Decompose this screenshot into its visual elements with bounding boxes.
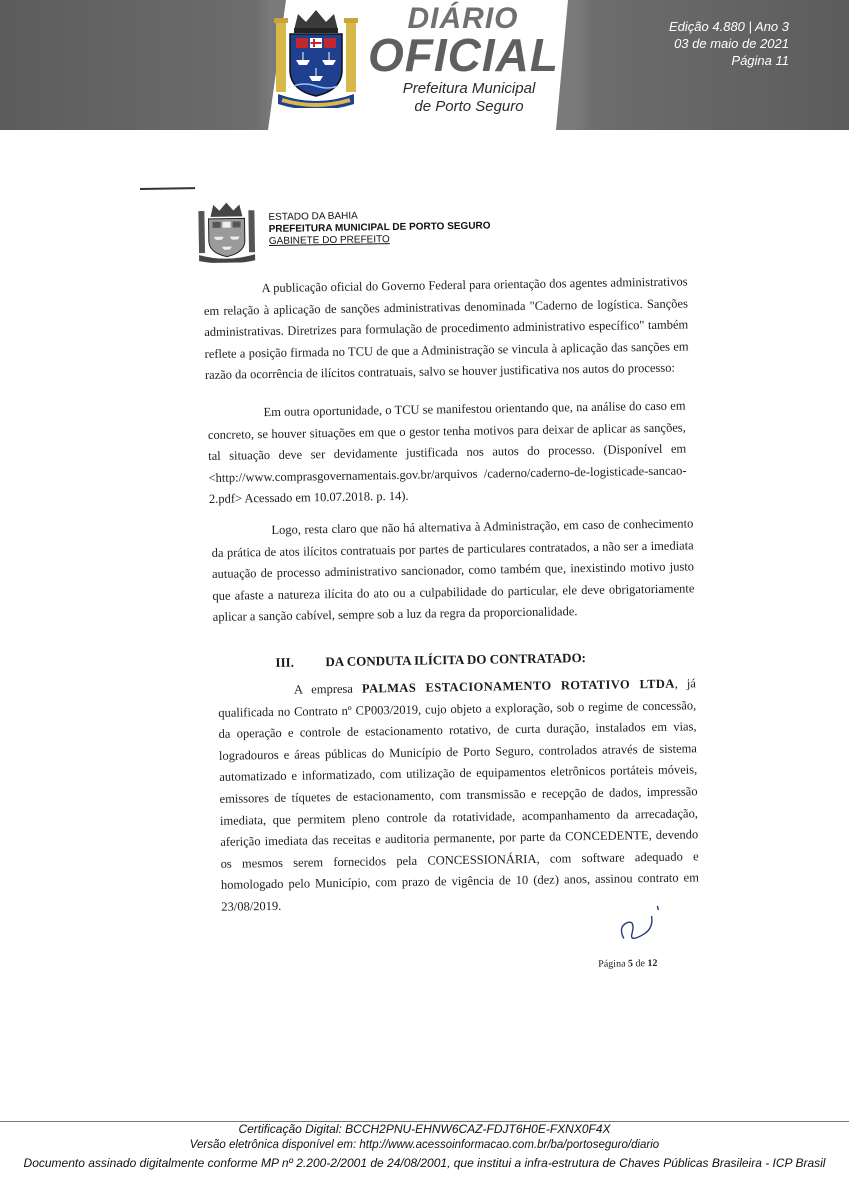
section-title: DA CONDUTA ILÍCITA DO CONTRATADO: [325, 650, 587, 670]
section-number: III. [275, 654, 295, 670]
edition-page: Página 11 [731, 53, 789, 68]
masthead-municipality [384, 80, 554, 116]
header-band [0, 0, 849, 130]
company-name: PALMAS ESTACIONAMENTO ROTATIVO LTDA [361, 676, 675, 696]
scanned-document-page [140, 179, 712, 988]
quote-tcu: Em outra oportunidade, o TCU se manifestou orientando que, na análise do caso em concreto, se houver situações em que o gestor tenha motivos para deixar de aplicar as sanções, tal situação deve ser devidamente justificada nos autos do processo. (Disponível em <http://www.comprasgovernamentais.gov.br/arquivos /caderno/caderno-de-logisticade-sancao-2.pdf> Acessado em 10.07.2018. p. 14). [207, 398, 687, 507]
paragraph-conclusion: Logo, resta claro que não há alternativa à Administração, em caso de conhecimento da prática de atos ilícitos contratuais por partes de particulares contratados, a não ser a imediata autuação de processo administrativo sancionador, como também que, inexistindo motivo justo que afaste a natureza ilícita do ato ou a culpabilidade do particular, ele deve obrigatoriamente aplicar a sanção cabível, sempre sob a luz da regra da proporcionalidade. [211, 516, 695, 625]
masthead-line-city: de Porto Seguro [414, 98, 524, 115]
masthead-diario: DIÁRIO [407, 2, 519, 35]
document-page-number [598, 958, 657, 970]
edition-info [669, 18, 789, 69]
paragraph-company-conduct [218, 673, 700, 918]
edition-number: Edição 4.880 | Ano 3 [669, 19, 789, 34]
company-details: , já qualificada no Contrato nº CP003/2019, cujo objeto a exploração, sob o regime de concessão, da operação e controle de estacionamento rotativo, de curta duração, instalados em vias, logradouros e áreas públicas do Município de Porto Seguro, controlados através de sistema automatizado e informatizado, com utilização de equipamentos eletrônicos portáteis móveis, emissores de tíquetes de estacionamento, com transmissão e recepção de dados, impressão imediata, que permitem pleno controle da rotatividade, acompanhamento da arrecadação, aferição imediata das receitas e auditoria permanente, por parte da CONCEDENTE, devendo os mesmos serem fornecidos pela CONCESSIONÁRIA, com software adequado e homologado pelo Município, com prazo de vigência de 10 (dez) anos, assinou contrato em 23/08/2019. [218, 676, 700, 914]
letterhead-cabinet: GABINETE DO PREFEITO [268, 234, 390, 247]
letterhead-coat-of-arms [196, 200, 257, 263]
handwritten-signature [613, 904, 674, 945]
page-label: Página [598, 958, 626, 970]
scan-artifact-line [140, 187, 195, 190]
paragraph-federal-publication: A publicação oficial do Governo Federal para orientação dos agentes administrativos em relação à aplicação de sanções administrativas denominada "Caderno de logística. Sanções administrativas. Diretrizes para formulação de procedimento administrativo específico" também reflete a posição firmada no TCU de que a Administração se vincula à aplicação das sanções em razão da ocorrência de ilícitos contratuais, salvo se houver justificativa nos autos do processo: [203, 274, 689, 383]
footer-certification: Certificação Digital: BCCH2PNU-EHNW6CAZ-FDJT6H0E-FXNX0F4X [238, 1122, 611, 1136]
footer-digital-signature-notice: Documento assinado digitalmente conforme MP nº 2.200-2/2001 de 24/08/2001, que institui a infra-estrutura de Chaves Públicas Brasileira - ICP Brasil [23, 1156, 826, 1170]
footer-electronic-version: Versão eletrônica disponível em: http://www.acessoinformacao.com.br/ba/portoseguro/diario [189, 1139, 660, 1151]
letterhead-state: ESTADO DA BAHIA [268, 210, 358, 223]
letterhead-prefecture: PREFEITURA MUNICIPAL DE PORTO SEGURO [268, 220, 491, 235]
masthead-line-prefeitura: Prefeitura Municipal [402, 80, 536, 97]
page-of: de [635, 958, 646, 970]
letterhead [268, 209, 490, 248]
masthead-oficial: OFICIAL [368, 29, 559, 81]
edition-date: 03 de maio de 2021 [674, 36, 789, 51]
page-total: 12 [647, 957, 658, 970]
company-intro: A empresa [293, 681, 354, 697]
coat-of-arms-logo [274, 8, 358, 108]
page-current: 5 [627, 958, 634, 970]
